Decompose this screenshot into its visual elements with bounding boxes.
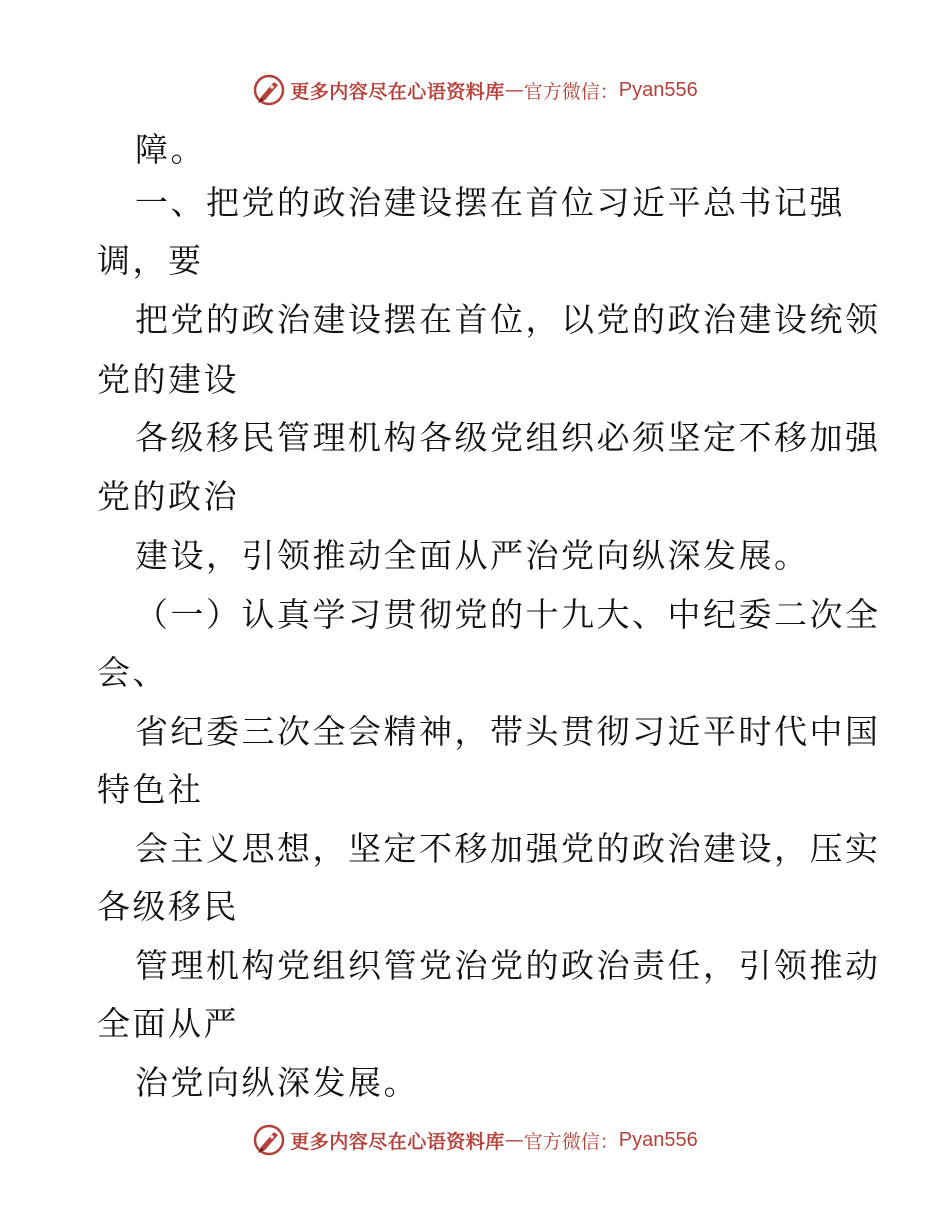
footer-label: 官方微信： — [523, 1130, 619, 1153]
pen-nib-logo-icon — [252, 1123, 286, 1157]
text-line: 管理机构党组织管党治党的政治责任，引领推动 — [135, 946, 881, 985]
text-line: 各级移民 — [97, 887, 239, 926]
text-line: 建设，引领推动全面从严治党向纵深发展。 — [135, 536, 810, 575]
text-line: 调，要 — [97, 241, 204, 280]
header-account-id: Pyan556 — [618, 78, 698, 101]
text-line: 党的建设 — [97, 360, 239, 399]
text-line: 一、把党的政治建设摆在首位习近平总书记强 — [135, 183, 845, 222]
text-line: 会主义思想，坚定不移加强党的政治建设，压实 — [135, 829, 881, 868]
text-line: 党的政治 — [97, 477, 239, 516]
header-label: 官方微信： — [523, 80, 619, 103]
footer-separator: — — [504, 1129, 524, 1151]
text-line: 特色社 — [97, 770, 204, 809]
text-line: 省纪委三次全会精神，带头贯彻习近平时代中国 — [135, 712, 881, 751]
text-line: （一）认真学习贯彻党的十九大、中纪委二次全 — [135, 595, 881, 634]
text-line: 会、 — [97, 653, 168, 692]
text-line: 障。 — [135, 130, 206, 169]
footer-account-id: Pyan556 — [618, 1128, 698, 1151]
header-separator: — — [504, 79, 524, 101]
header-brand-text: 更多内容尽在心语资料库 — [290, 80, 505, 103]
footer-brand-text: 更多内容尽在心语资料库 — [290, 1130, 505, 1153]
text-line: 各级移民管理机构各级党组织必须坚定不移加强 — [135, 418, 881, 457]
header-banner — [0, 70, 950, 110]
text-line: 全面从严 — [97, 1004, 239, 1043]
pen-nib-logo-icon — [252, 73, 286, 107]
text-line: 把党的政治建设摆在首位，以党的政治建设统领 — [135, 300, 881, 339]
footer-banner — [0, 1120, 950, 1160]
text-line: 治党向纵深发展。 — [135, 1063, 419, 1102]
